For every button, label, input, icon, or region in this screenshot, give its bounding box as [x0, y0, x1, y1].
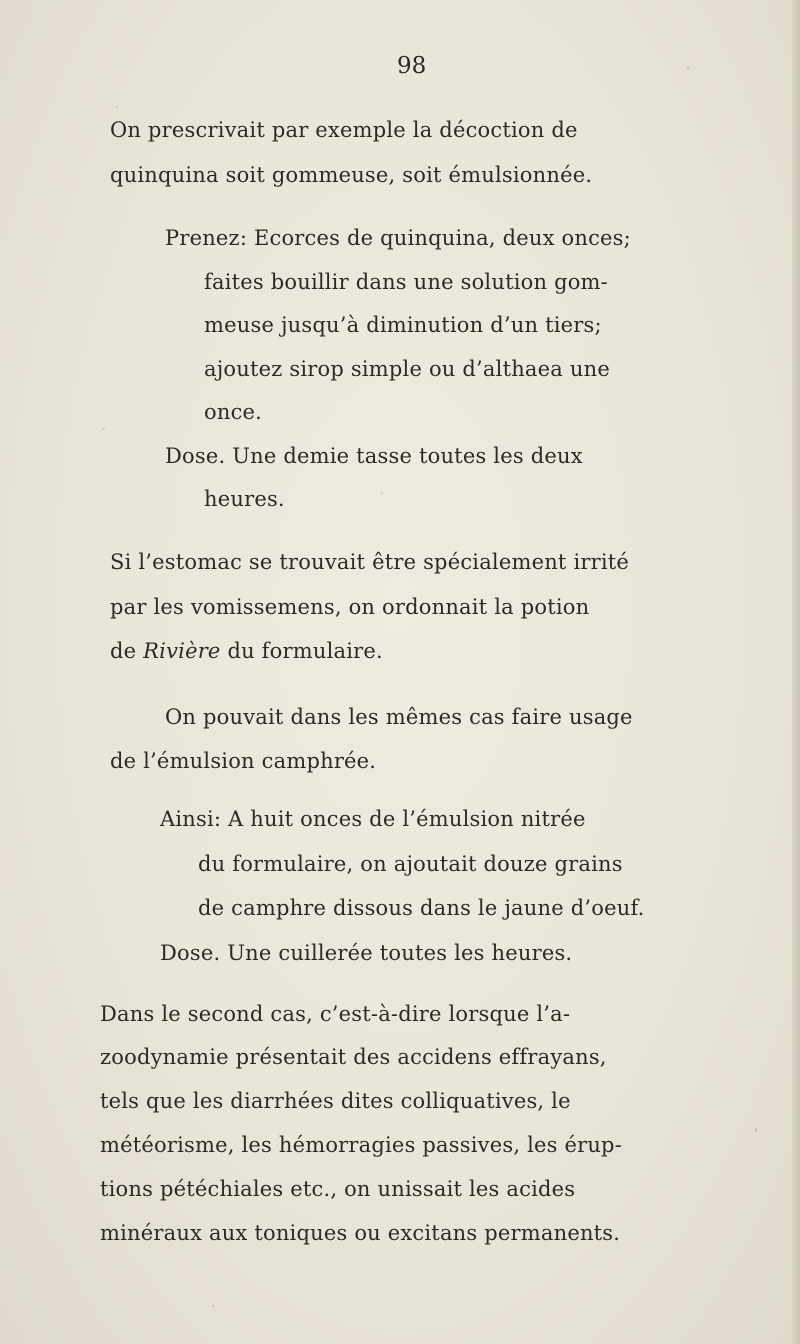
italic-name: Rivière [143, 639, 221, 663]
text-line: heures. [204, 487, 285, 511]
text-line: zoodynamie présentait des accidens effrayans, [100, 1045, 607, 1069]
text-line: tels que les diarrhées dites colliquatives, le [100, 1089, 571, 1113]
paper-speck [381, 492, 383, 494]
paper-speck [212, 1305, 214, 1307]
paper-speck [116, 106, 118, 108]
text-line: faites bouillir dans une solution gom- [204, 270, 608, 294]
text-line [110, 637, 383, 665]
text-fragment: du formulaire. [220, 639, 383, 663]
text-line: tions pétéchiales etc., on unissait les acides [100, 1177, 576, 1201]
text-line: quinquina soit gommeuse, soit émulsionnée. [110, 163, 593, 187]
text-line: ajoutez sirop simple ou d’althaea une [204, 357, 610, 381]
text-line: Dose. Une demie tasse toutes les deux [165, 444, 583, 468]
text-line: Dose. Une cuillerée toutes les heures. [160, 941, 573, 965]
text-line: météorisme, les hémorragies passives, les érup- [100, 1133, 622, 1157]
page-edge [792, 0, 800, 1344]
paper-speck [102, 428, 105, 430]
paper-speck [687, 66, 689, 69]
page-number: 98 [397, 53, 427, 79]
text-line: Prenez: Ecorces de quinquina, deux onces; [165, 226, 631, 250]
text-line: minéraux aux toniques ou excitans permanents. [100, 1221, 621, 1245]
text-line: Ainsi: A huit onces de l’émulsion nitrée [160, 807, 586, 831]
text-line: meuse jusqu’à diminution d’un tiers; [204, 313, 602, 337]
text-line: de camphre dissous dans le jaune d’oeuf. [198, 896, 645, 920]
text-line: once. [204, 400, 263, 424]
paper-speck [755, 1128, 757, 1132]
text-line: Si l’estomac se trouvait être spécialement irrité [110, 550, 630, 574]
text-line: du formulaire, on ajoutait douze grains [198, 852, 623, 876]
text-line: On prescrivait par exemple la décoction de [110, 118, 578, 142]
text-fragment: de [110, 639, 144, 663]
text-line: par les vomissemens, on ordonnait la potion [110, 595, 590, 619]
text-line: Dans le second cas, c’est-à-dire lorsque l’a- [100, 1002, 571, 1026]
text-line: On pouvait dans les mêmes cas faire usage [165, 705, 633, 729]
text-line: de l’émulsion camphrée. [110, 749, 377, 773]
